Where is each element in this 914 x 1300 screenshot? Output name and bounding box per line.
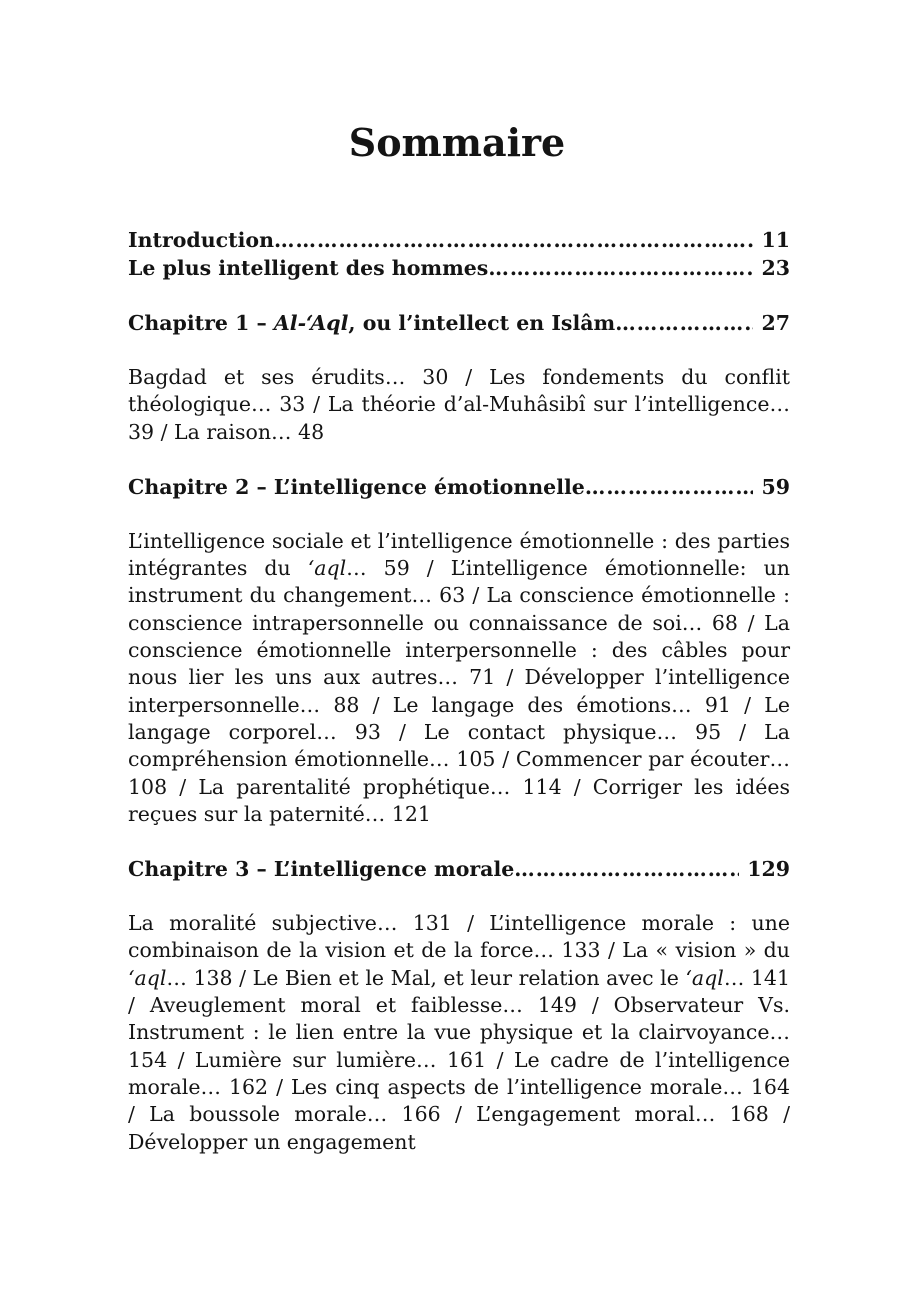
dot-leader — [585, 473, 754, 501]
chapter-2-summary-part-a: L’intelligence sociale et l’intelligence émotionnelle : des parties intégrantes du — [128, 528, 790, 581]
chapter-2-summary-part-b: … 59 / L’intelligence émotionnelle: un instrument du changement… 63 / La conscience émotionnelle : conscience intrapersonnelle ou connaissance de soi… 68 / La conscience émotionnelle interpersonnelle : des câbles pour nous lier les uns aux autres… 71 / Développer l’intelligence interpersonnelle… 88 / Le langage des émotions… 91 / Le langage corporel… 93 / Le contact physique… 95 / La compréhension émotionnelle… 105 / Commencer par écouter… 108 / La parentalité prophétique… 114 / Corriger les idées reçues sur la paternité… 121 — [128, 556, 790, 826]
toc-entry-label — [128, 309, 615, 337]
dot-leader — [488, 254, 753, 282]
chapter-2-summary — [128, 528, 790, 828]
toc-page-number: 129 — [747, 857, 790, 882]
toc-page-number: 11 — [761, 228, 790, 252]
toc-page-number: 23 — [761, 256, 790, 280]
toc-entry-label: Chapitre 3 – L’intelligence morale — [128, 857, 515, 882]
toc-entry-label: Chapitre 2 – L’intelligence émotionnelle — [128, 474, 585, 499]
chapter-1-italic-term: Al-‘Aql — [273, 311, 349, 335]
chapter-2-summary-italic: ‘aql — [307, 556, 347, 581]
chapter-1-summary: Bagdad et ses érudits… 30 / Les fondements du conflit théologique… 33 / La théorie d’al-Muhâsibî sur l’intelligence… 39 / La raison… 48 — [128, 365, 790, 444]
chapter-3-summary-part-a: La moralité subjective… 131 / L’intelligence morale : une combinaison de la vision et de la force… 133 / La « vision » du — [128, 911, 790, 963]
toc-entry-label: Le plus intelligent des hommes — [128, 256, 489, 280]
chapter-3-summary-italic-2: ‘aql — [685, 965, 724, 990]
page-title: Sommaire — [348, 120, 566, 165]
toc-page-number: 59 — [761, 474, 790, 499]
toc-page-number: 27 — [761, 311, 790, 335]
chapter-3-summary-part-b: … 138 / Le Bien et le Mal, et leur relation avec le — [166, 965, 686, 990]
chapter-3-summary-italic-1: ‘aql — [128, 965, 167, 990]
dot-leader — [274, 226, 753, 254]
chapter-3-summary-part-c: … 141 / Aveuglement moral et faiblesse… 149 / Observateur Vs. Instrument : le lien entre la vue physique et la clairvoyance… 154 / Lumière sur lumière… 161 / Le cadre de l’intelligence morale… 162 / Les cinq aspects de l’intelligence morale… 164 / La boussole morale… 166 / L’engagement moral… 168 / Développer un engagement — [128, 965, 790, 1154]
toc-entry-introduction[interactable] — [128, 226, 790, 254]
toc-entry-chapter-1[interactable] — [128, 309, 790, 337]
chapter-1-suffix: , ou l’intellect en Islâm — [348, 311, 616, 335]
table-of-contents — [128, 226, 790, 1156]
chapter-1-prefix: Chapitre 1 – — [128, 311, 274, 335]
dot-leader — [615, 309, 753, 337]
dot-leader — [514, 855, 739, 883]
toc-entry-chapter-2[interactable] — [128, 473, 790, 501]
toc-entry-chapter-3[interactable] — [128, 855, 790, 883]
toc-entry-intelligent[interactable] — [128, 254, 790, 282]
toc-entry-label: Introduction — [128, 228, 274, 252]
chapter-3-summary — [128, 910, 790, 1156]
